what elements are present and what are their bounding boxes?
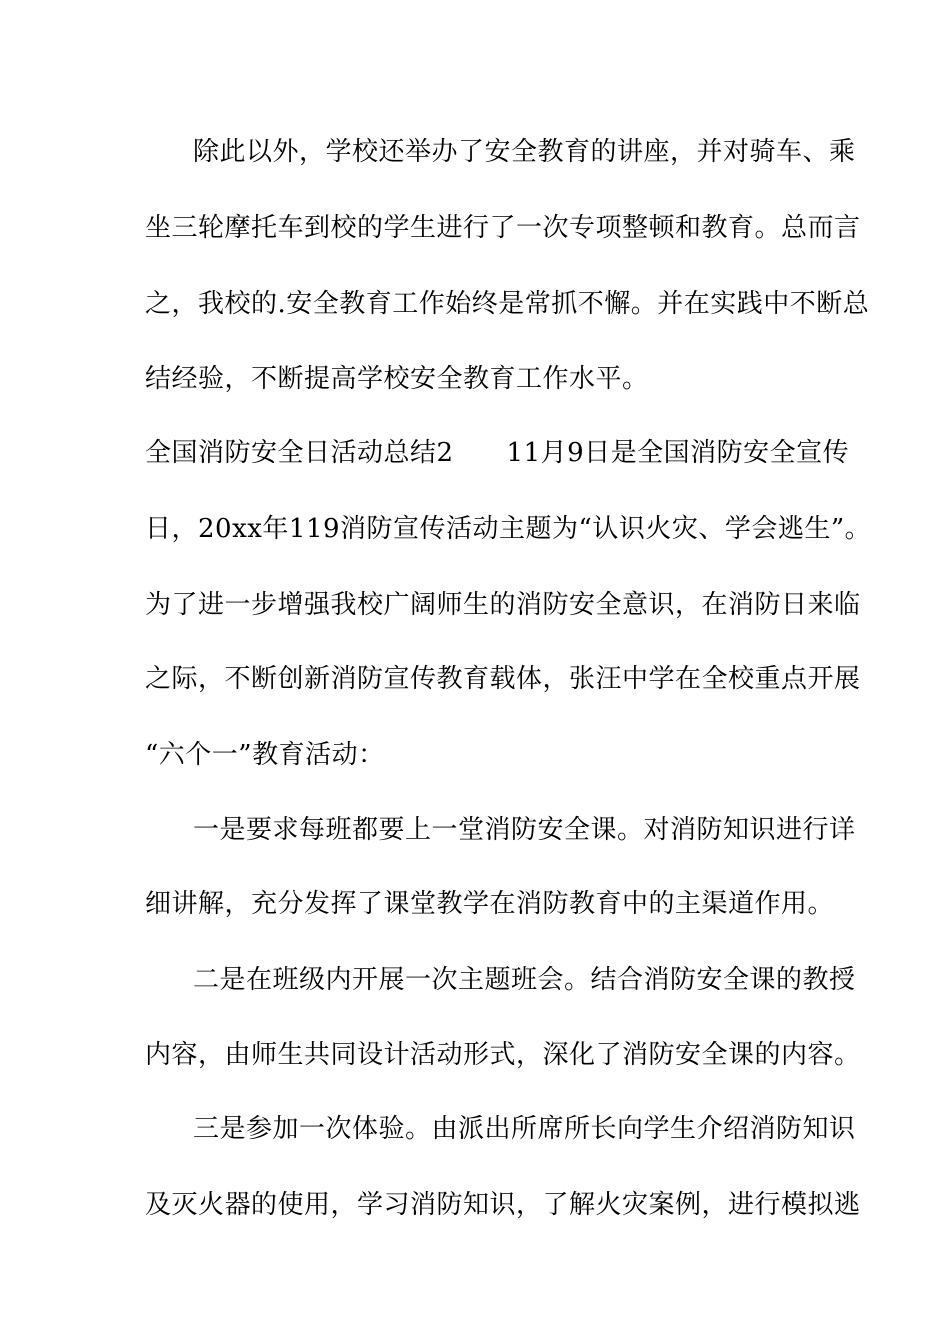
text-line: 之，我校的.安全教育工作始终是常抓不懈。并在实践中不断总 <box>145 289 870 319</box>
section-heading-line: 全国消防安全日活动总结2 11月9日是全国消防安全宣传 <box>145 438 850 468</box>
text-line: 细讲解，充分发挥了课堂教学在消防教育中的主渠道作用。 <box>145 889 835 919</box>
text-line: 坐三轮摩托车到校的学生进行了一次专项整顿和教育。总而言 <box>145 213 861 243</box>
text-line: 日，20xx年119消防宣传活动主题为“认识火灾、学会逃生”。 <box>145 514 872 544</box>
text-line: 为了进一步增强我校广阔师生的消防安全意识，在消防日来临 <box>145 590 861 620</box>
text-line: 结经验，不断提高学校安全教育工作水平。 <box>145 364 649 394</box>
text-line: 除此以外，学校还举办了安全教育的讲座，并对骑车、乘 <box>193 137 856 167</box>
text-line: 之际，不断创新消防宣传教育载体，张汪中学在全校重点开展 <box>145 664 861 694</box>
text-line: 内容，由师生共同设计活动形式，深化了消防安全课的内容。 <box>145 1040 861 1070</box>
text-line: 一是要求每班都要上一堂消防安全课。对消防知识进行详 <box>193 815 856 845</box>
text-line: 三是参加一次体验。由派出所席所长向学生介绍消防知识 <box>193 1114 856 1144</box>
text-line: “六个一”教育活动： <box>145 740 385 770</box>
text-line: 及灭火器的使用，学习消防知识，了解火灾案例，进行模拟逃 <box>145 1190 861 1220</box>
text-line: 二是在班级内开展一次主题班会。结合消防安全课的教授 <box>193 965 856 995</box>
